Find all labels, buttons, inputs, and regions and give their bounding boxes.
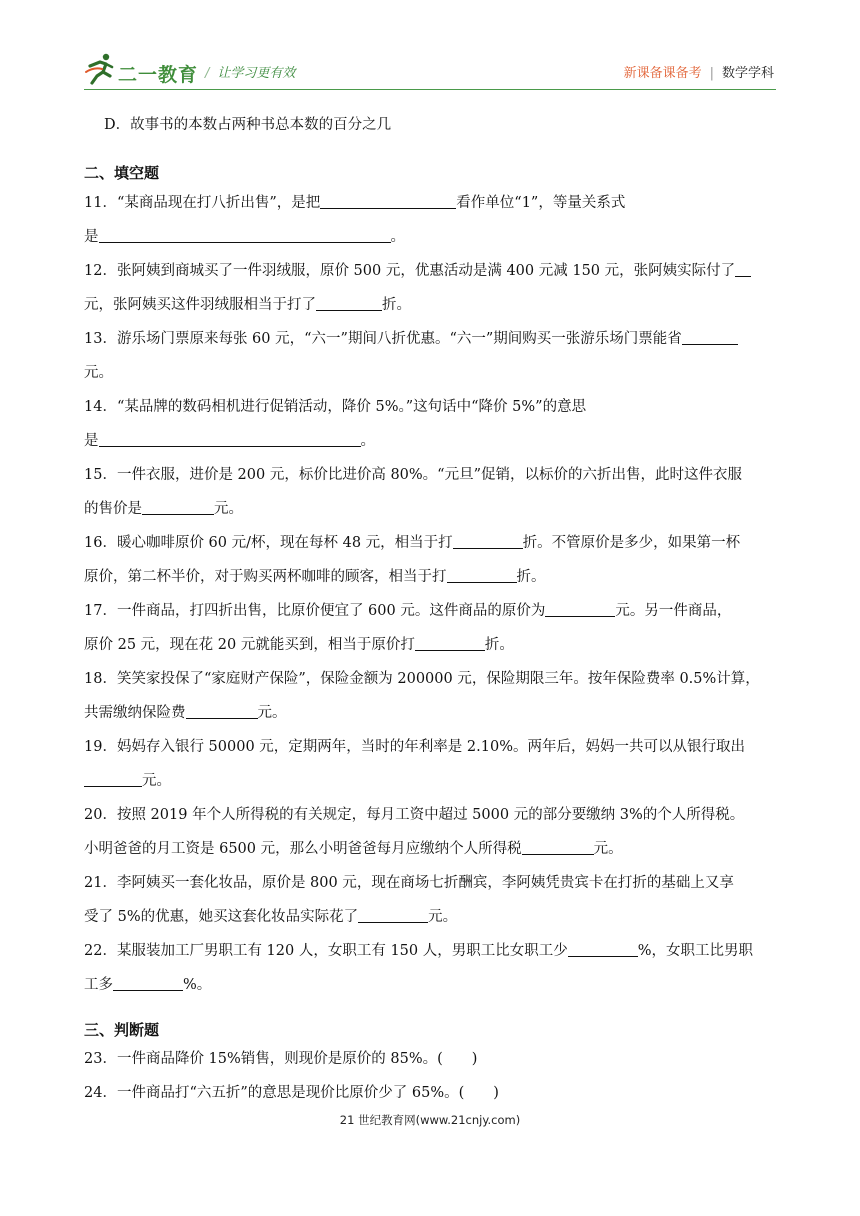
q22-text-b: %，女职工比男职 xyxy=(637,943,754,959)
question-20-cont xyxy=(84,837,623,858)
slogan-slash: / xyxy=(205,66,210,81)
q18-text-c: 元。 xyxy=(257,705,287,721)
answer-blank[interactable] xyxy=(682,329,738,345)
q11-text-b: 看作单位“1”，等量关系式 xyxy=(456,195,626,211)
question-13-cont xyxy=(84,361,113,382)
question-23: 23．一件商品降价 15%销售，则现价是原价的 85%。( ) xyxy=(84,1051,478,1067)
q14-text-b: 是 xyxy=(84,433,99,449)
question-19 xyxy=(84,735,745,756)
q17-text-a: 17．一件商品，打四折出售，比原价便宜了 600 元。这件商品的原价为 xyxy=(84,603,546,619)
q12-text-b: 元，张阿姨买这件羽绒服相当于打了 xyxy=(84,297,316,313)
question-22-cont xyxy=(84,973,211,994)
question-21 xyxy=(84,871,734,892)
answer-blank[interactable] xyxy=(84,771,142,787)
runner-logo-icon xyxy=(84,52,118,86)
question-11 xyxy=(84,191,625,212)
q16-text-a: 16．暖心咖啡原价 60 元/杯，现在每杯 48 元，相当于打 xyxy=(84,535,453,551)
question-17-cont xyxy=(84,633,514,654)
site-logo[interactable] xyxy=(84,52,199,92)
answer-blank[interactable] xyxy=(113,975,183,991)
q14-text-c: 。 xyxy=(360,433,375,449)
q17-text-b: 元。另一件商品， xyxy=(615,603,732,619)
question-20 xyxy=(84,803,744,824)
q13-text-a: 13．游乐场门票原来每张 60 元，“六一”期间八折优惠。“六一”期间购买一张游乐场门票能省 xyxy=(84,331,682,347)
q16-text-b: 折。不管原价是多少，如果第一杯 xyxy=(522,535,741,551)
answer-blank[interactable] xyxy=(522,839,594,855)
question-13 xyxy=(84,327,738,348)
answer-blank[interactable] xyxy=(186,703,258,719)
question-18 xyxy=(84,667,760,688)
question-24: 24．一件商品打“六五折”的意思是现价比原价少了 65%。( ) xyxy=(84,1085,499,1101)
answer-blank[interactable] xyxy=(545,601,615,617)
q20-text-b: 小明爸爸的月工资是 6500 元，那么小明爸爸每月应缴纳个人所得税 xyxy=(84,841,522,857)
answer-blank[interactable] xyxy=(358,907,428,923)
q22-text-a: 22．某服装加工厂男职工有 120 人，女职工有 150 人，男职工比女职工少 xyxy=(84,943,568,959)
header-tags xyxy=(624,62,774,81)
q18-text-a: 18．笑笑家投保了“家庭财产保险”，保险金额为 200000 元，保险期限三年。按年保险费率 0.5%计算， xyxy=(84,671,760,687)
question-15 xyxy=(84,463,742,484)
question-11-cont xyxy=(84,225,405,246)
answer-blank[interactable] xyxy=(99,431,361,447)
q22-text-c: 工多 xyxy=(84,977,113,993)
q18-text-b: 共需缴纳保险费 xyxy=(84,705,186,721)
page-footer: 21 世纪教育网(www.21cnjy.com) xyxy=(339,1113,521,1127)
q13-text-b: 元。 xyxy=(84,365,113,381)
question-22 xyxy=(84,939,753,960)
q11-text-d: 。 xyxy=(390,229,405,245)
question-21-cont xyxy=(84,905,457,926)
question-14 xyxy=(84,395,586,416)
header-tag-subject: 数学学科 xyxy=(721,66,774,81)
answer-blank[interactable] xyxy=(142,499,214,515)
header-tag-course-prep: 新课备课备考 xyxy=(623,66,702,81)
slogan-text: 让学习更有效 xyxy=(217,66,296,81)
logo-text: 二一教育 xyxy=(118,64,199,86)
q17-text-c: 原价 25 元，现在花 20 元就能买到，相当于原价打 xyxy=(84,637,415,653)
answer-blank[interactable] xyxy=(447,567,517,583)
answer-blank[interactable] xyxy=(316,295,382,311)
answer-blank[interactable] xyxy=(320,193,456,209)
q11-text-a: 11．“某商品现在打八折出售”，是把 xyxy=(84,195,321,211)
q14-text-a: 14．“某品牌的数码相机进行促销活动，降价 5%。”这句话中“降价 5%”的意思 xyxy=(84,399,587,415)
q21-text-c: 元。 xyxy=(428,909,458,925)
question-14-cont xyxy=(84,429,375,450)
section-true-false-title: 三、判断题 xyxy=(84,1021,160,1039)
q12-text-c: 折。 xyxy=(382,297,411,313)
question-12-cont xyxy=(84,293,411,314)
question-15-cont xyxy=(84,497,243,518)
q15-text-b: 的售价是 xyxy=(84,501,142,517)
question-16 xyxy=(84,531,740,552)
q21-text-a: 21．李阿姨买一套化妆品，原价是 800 元，现在商场七折酬宾，李阿姨凭贵宾卡在打折的基础上又享 xyxy=(84,875,734,891)
q20-text-c: 元。 xyxy=(593,841,623,857)
header-separator: | xyxy=(709,66,714,81)
q20-text-a: 20．按照 2019 年个人所得税的有关规定，每月工资中超过 5000 元的部分要缴纳 3%的个人所得税。 xyxy=(84,807,745,823)
page-header xyxy=(0,0,860,96)
slogan xyxy=(205,62,295,81)
header-divider xyxy=(84,89,776,90)
answer-blank[interactable] xyxy=(453,533,523,549)
q16-text-d: 折。 xyxy=(516,569,546,585)
question-18-cont xyxy=(84,701,287,722)
q15-text-c: 元。 xyxy=(214,501,243,517)
q21-text-b: 受了 5%的优惠，她买这套化妆品实际花了 xyxy=(84,909,359,925)
q19-text-b: 元。 xyxy=(142,773,171,789)
answer-blank[interactable] xyxy=(568,941,638,957)
answer-blank[interactable] xyxy=(99,227,391,243)
q12-text-a: 12．张阿姨到商城买了一件羽绒服，原价 500 元，优惠活动是满 400 元减 150 元，张阿姨实际付了 xyxy=(84,263,736,279)
question-12 xyxy=(84,259,751,280)
q22-text-d: %。 xyxy=(183,977,212,993)
q19-text-a: 19．妈妈存入银行 50000 元，定期两年，当时的年利率是 2.10%。两年后，妈妈一共可以从银行取出 xyxy=(84,739,745,755)
question-17 xyxy=(84,599,731,620)
section-fill-in-title: 二、填空题 xyxy=(84,164,160,182)
answer-blank[interactable] xyxy=(735,261,751,277)
q16-text-c: 原价，第二杯半价，对于购买两杯咖啡的顾客，相当于打 xyxy=(84,569,447,585)
q11-text-c: 是 xyxy=(84,229,99,245)
option-d: D．故事书的本数占两种书总本数的百分之几 xyxy=(104,117,392,133)
q15-text-a: 15．一件衣服，进价是 200 元，标价比进价高 80%。“元旦”促销，以标价的六折出售，此时这件衣服 xyxy=(84,467,743,483)
q17-text-d: 折。 xyxy=(484,637,514,653)
question-16-cont xyxy=(84,565,546,586)
answer-blank[interactable] xyxy=(415,635,485,651)
question-19-cont xyxy=(84,769,171,790)
